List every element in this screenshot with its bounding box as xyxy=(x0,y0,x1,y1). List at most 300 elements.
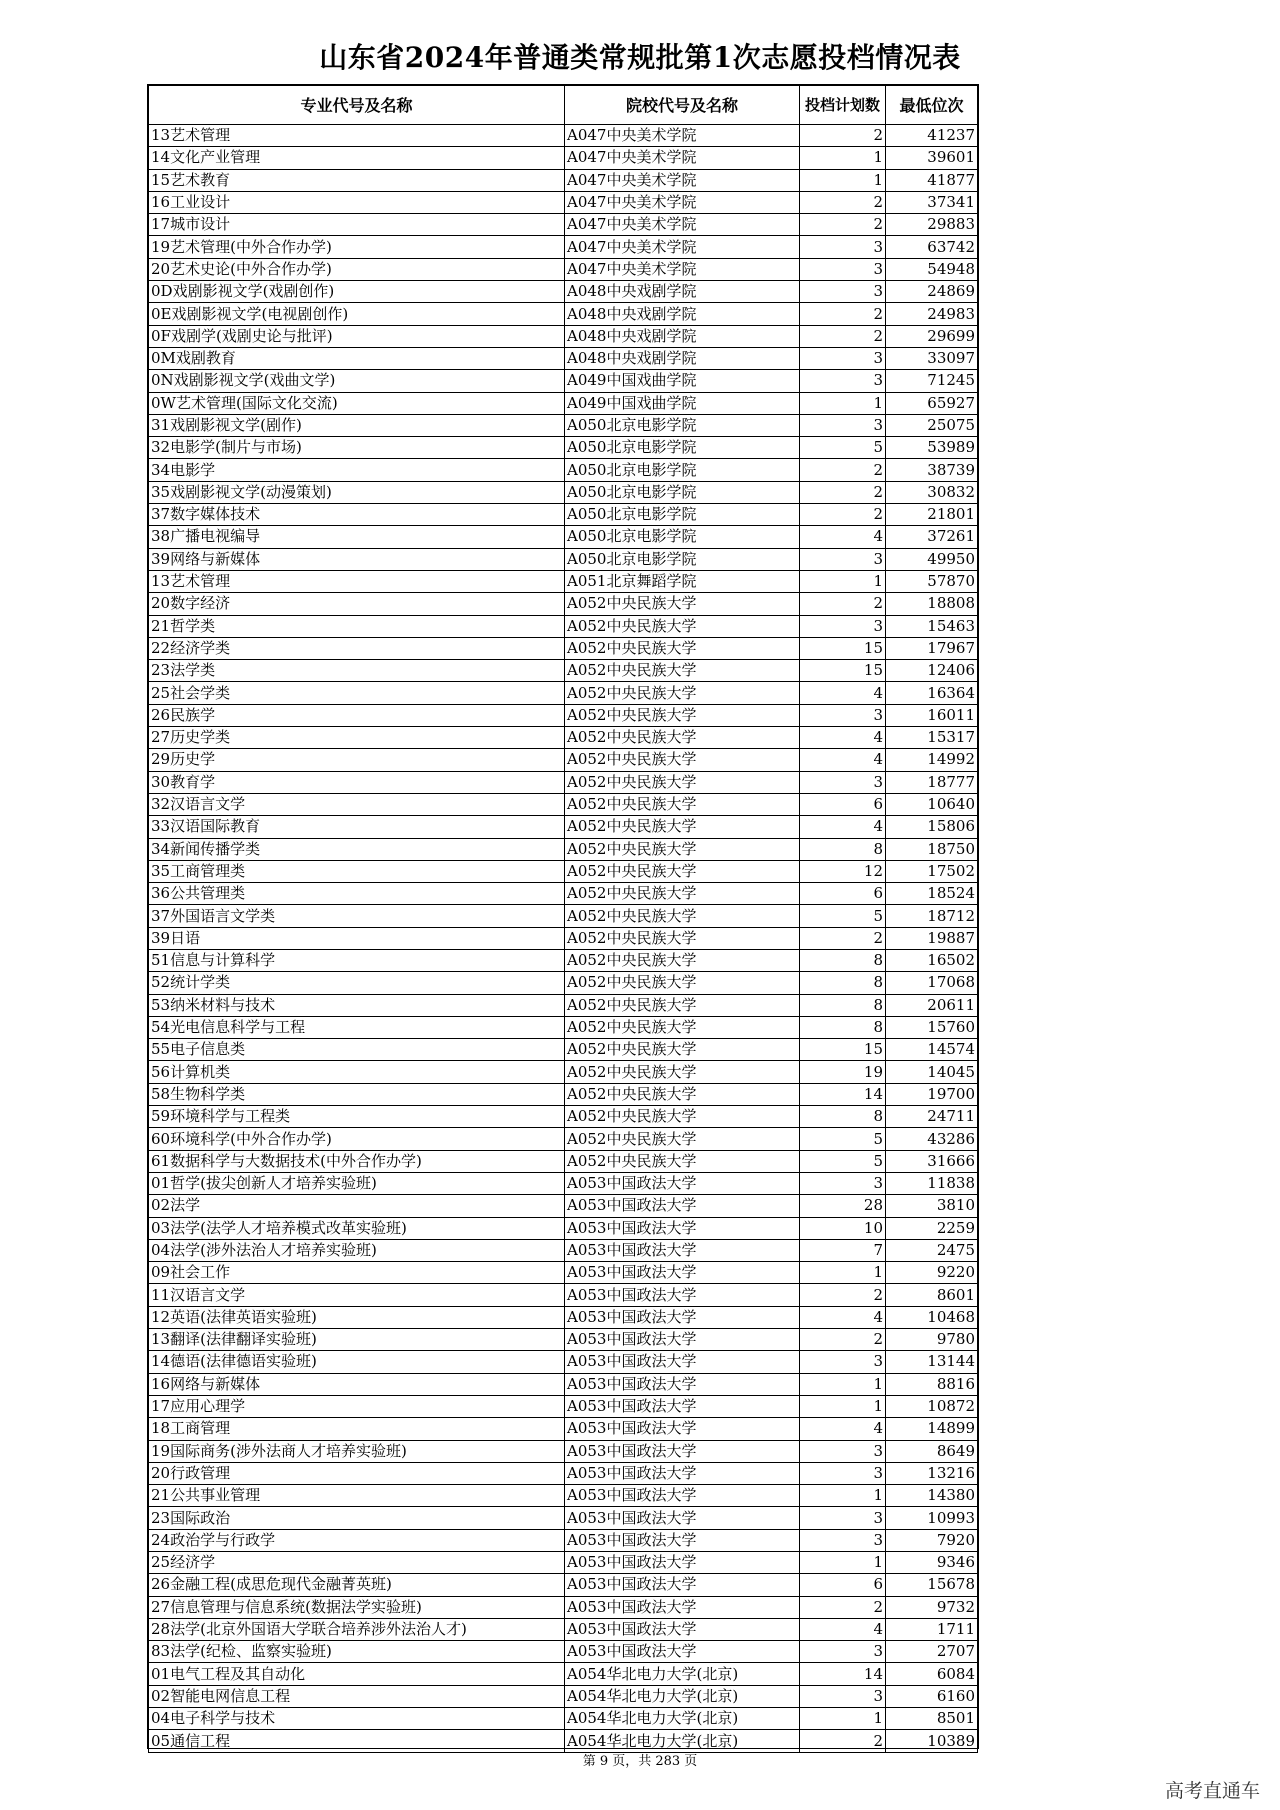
school-cell: A048中央戏剧学院 xyxy=(565,347,800,369)
school-cell: A051北京舞蹈学院 xyxy=(565,570,800,592)
major-cell: 15艺术教育 xyxy=(149,169,565,191)
plan-cell: 3 xyxy=(800,1529,886,1551)
major-cell: 33汉语国际教育 xyxy=(149,816,565,838)
rank-cell: 14574 xyxy=(886,1039,978,1061)
header-major: 专业代号及名称 xyxy=(149,86,565,125)
table-row xyxy=(149,593,978,615)
plan-cell: 1 xyxy=(800,1485,886,1507)
school-cell: A050北京电影学院 xyxy=(565,481,800,503)
major-cell: 39网络与新媒体 xyxy=(149,548,565,570)
rank-cell: 17502 xyxy=(886,860,978,882)
plan-cell: 6 xyxy=(800,1574,886,1596)
rank-cell: 17068 xyxy=(886,972,978,994)
major-cell: 22经济学类 xyxy=(149,637,565,659)
major-cell: 12英语(法律英语实验班) xyxy=(149,1306,565,1328)
major-cell: 35工商管理类 xyxy=(149,860,565,882)
table-row xyxy=(149,771,978,793)
plan-cell: 2 xyxy=(800,191,886,213)
school-cell: A048中央戏剧学院 xyxy=(565,325,800,347)
rank-cell: 49950 xyxy=(886,548,978,570)
major-cell: 31戏剧影视文学(剧作) xyxy=(149,414,565,436)
major-cell: 03法学(法学人才培养模式改革实验班) xyxy=(149,1217,565,1239)
rank-cell: 37261 xyxy=(886,526,978,548)
plan-cell: 8 xyxy=(800,1016,886,1038)
plan-cell: 2 xyxy=(800,481,886,503)
major-cell: 21公共事业管理 xyxy=(149,1485,565,1507)
rank-cell: 2707 xyxy=(886,1641,978,1663)
school-cell: A052中央民族大学 xyxy=(565,1061,800,1083)
plan-cell: 12 xyxy=(800,860,886,882)
school-cell: A052中央民族大学 xyxy=(565,838,800,860)
plan-cell: 3 xyxy=(800,414,886,436)
plan-cell: 1 xyxy=(800,570,886,592)
table-row xyxy=(149,949,978,971)
plan-cell: 4 xyxy=(800,727,886,749)
table-row xyxy=(149,1485,978,1507)
table-row xyxy=(149,459,978,481)
table-row xyxy=(149,637,978,659)
rank-cell: 29883 xyxy=(886,214,978,236)
major-cell: 04电子科学与技术 xyxy=(149,1708,565,1730)
major-cell: 34新闻传播学类 xyxy=(149,838,565,860)
header-rank: 最低位次 xyxy=(886,86,978,125)
school-cell: A053中国政法大学 xyxy=(565,1395,800,1417)
plan-cell: 1 xyxy=(800,169,886,191)
page-title: 山东省2024年普通类常规批第1次志愿投档情况表 xyxy=(319,41,961,74)
school-cell: A053中国政法大学 xyxy=(565,1329,800,1351)
table-row xyxy=(149,392,978,414)
rank-cell: 9220 xyxy=(886,1262,978,1284)
table-row xyxy=(149,504,978,526)
school-cell: A053中国政法大学 xyxy=(565,1418,800,1440)
major-cell: 53纳米材料与技术 xyxy=(149,994,565,1016)
school-cell: A047中央美术学院 xyxy=(565,147,800,169)
rank-cell: 15806 xyxy=(886,816,978,838)
table-row xyxy=(149,526,978,548)
plan-cell: 3 xyxy=(800,370,886,392)
plan-cell: 2 xyxy=(800,1730,886,1752)
major-cell: 38广播电视编导 xyxy=(149,526,565,548)
rank-cell: 16011 xyxy=(886,704,978,726)
major-cell: 01哲学(拔尖创新人才培养实验班) xyxy=(149,1172,565,1194)
table-row xyxy=(149,147,978,169)
rank-cell: 9346 xyxy=(886,1552,978,1574)
school-cell: A052中央民族大学 xyxy=(565,949,800,971)
plan-cell: 2 xyxy=(800,125,886,147)
school-cell: A048中央戏剧学院 xyxy=(565,303,800,325)
school-cell: A049中国戏曲学院 xyxy=(565,392,800,414)
plan-cell: 1 xyxy=(800,1552,886,1574)
table-row xyxy=(149,905,978,927)
major-cell: 21哲学类 xyxy=(149,615,565,637)
school-cell: A053中国政法大学 xyxy=(565,1641,800,1663)
major-cell: 0D戏剧影视文学(戏剧创作) xyxy=(149,281,565,303)
table-row xyxy=(149,169,978,191)
school-cell: A053中国政法大学 xyxy=(565,1262,800,1284)
table-row xyxy=(149,704,978,726)
table-row xyxy=(149,370,978,392)
rank-cell: 37341 xyxy=(886,191,978,213)
school-cell: A053中国政法大学 xyxy=(565,1306,800,1328)
rank-cell: 20611 xyxy=(886,994,978,1016)
rank-cell: 57870 xyxy=(886,570,978,592)
school-cell: A052中央民族大学 xyxy=(565,883,800,905)
plan-cell: 8 xyxy=(800,972,886,994)
major-cell: 20艺术史论(中外合作办学) xyxy=(149,258,565,280)
major-cell: 02法学 xyxy=(149,1195,565,1217)
page-footer: 第 9 页，共 283 页 xyxy=(582,1754,698,1769)
school-cell: A052中央民族大学 xyxy=(565,1083,800,1105)
major-cell: 54光电信息科学与工程 xyxy=(149,1016,565,1038)
major-cell: 51信息与计算科学 xyxy=(149,949,565,971)
school-cell: A050北京电影学院 xyxy=(565,504,800,526)
rank-cell: 18750 xyxy=(886,838,978,860)
admission-table xyxy=(148,85,978,1753)
table-row xyxy=(149,1685,978,1707)
major-cell: 0M戏剧教育 xyxy=(149,347,565,369)
table-row xyxy=(149,548,978,570)
major-cell: 60环境科学(中外合作办学) xyxy=(149,1128,565,1150)
table-header-row xyxy=(149,86,978,125)
rank-cell: 30832 xyxy=(886,481,978,503)
major-cell: 36公共管理类 xyxy=(149,883,565,905)
plan-cell: 2 xyxy=(800,214,886,236)
school-cell: A053中国政法大学 xyxy=(565,1507,800,1529)
major-cell: 25社会学类 xyxy=(149,682,565,704)
table-row xyxy=(149,883,978,905)
plan-cell: 3 xyxy=(800,771,886,793)
major-cell: 25经济学 xyxy=(149,1552,565,1574)
table-row xyxy=(149,1172,978,1194)
school-cell: A052中央民族大学 xyxy=(565,793,800,815)
plan-cell: 4 xyxy=(800,1618,886,1640)
plan-cell: 4 xyxy=(800,1306,886,1328)
major-cell: 17应用心理学 xyxy=(149,1395,565,1417)
major-cell: 0N戏剧影视文学(戏曲文学) xyxy=(149,370,565,392)
school-cell: A053中国政法大学 xyxy=(565,1462,800,1484)
major-cell: 20行政管理 xyxy=(149,1462,565,1484)
table-row xyxy=(149,1306,978,1328)
school-cell: A054华北电力大学(北京) xyxy=(565,1685,800,1707)
major-cell: 13艺术管理 xyxy=(149,570,565,592)
plan-cell: 3 xyxy=(800,1440,886,1462)
school-cell: A052中央民族大学 xyxy=(565,1039,800,1061)
school-cell: A053中国政法大学 xyxy=(565,1217,800,1239)
rank-cell: 9732 xyxy=(886,1596,978,1618)
table-row xyxy=(149,1395,978,1417)
table-row xyxy=(149,1507,978,1529)
rank-cell: 10872 xyxy=(886,1395,978,1417)
plan-cell: 5 xyxy=(800,1128,886,1150)
major-cell: 28法学(北京外国语大学联合培养涉外法治人才) xyxy=(149,1618,565,1640)
school-cell: A047中央美术学院 xyxy=(565,214,800,236)
major-cell: 29历史学 xyxy=(149,749,565,771)
school-cell: A054华北电力大学(北京) xyxy=(565,1730,800,1752)
table-row xyxy=(149,1574,978,1596)
school-cell: A047中央美术学院 xyxy=(565,236,800,258)
table-row xyxy=(149,1284,978,1306)
school-cell: A052中央民族大学 xyxy=(565,593,800,615)
school-cell: A052中央民族大学 xyxy=(565,927,800,949)
table-row xyxy=(149,1529,978,1551)
major-cell: 0F戏剧学(戏剧史论与批评) xyxy=(149,325,565,347)
school-cell: A052中央民族大学 xyxy=(565,1106,800,1128)
major-cell: 19国际商务(涉外法商人才培养实验班) xyxy=(149,1440,565,1462)
table-row xyxy=(149,816,978,838)
table-row xyxy=(149,1730,978,1752)
table-row xyxy=(149,414,978,436)
rank-cell: 10468 xyxy=(886,1306,978,1328)
major-cell: 30教育学 xyxy=(149,771,565,793)
plan-cell: 3 xyxy=(800,347,886,369)
school-cell: A053中国政法大学 xyxy=(565,1239,800,1261)
plan-cell: 1 xyxy=(800,1395,886,1417)
table-row xyxy=(149,1663,978,1685)
school-cell: A053中国政法大学 xyxy=(565,1529,800,1551)
plan-cell: 2 xyxy=(800,1596,886,1618)
rank-cell: 12406 xyxy=(886,660,978,682)
table-row xyxy=(149,281,978,303)
school-cell: A052中央民族大学 xyxy=(565,660,800,682)
school-cell: A053中国政法大学 xyxy=(565,1552,800,1574)
table-row xyxy=(149,1618,978,1640)
table-row xyxy=(149,236,978,258)
major-cell: 37外国语言文学类 xyxy=(149,905,565,927)
school-cell: A053中国政法大学 xyxy=(565,1351,800,1373)
table-row xyxy=(149,994,978,1016)
plan-cell: 2 xyxy=(800,303,886,325)
rank-cell: 71245 xyxy=(886,370,978,392)
plan-cell: 3 xyxy=(800,1351,886,1373)
table-row xyxy=(149,1128,978,1150)
school-cell: A052中央民族大学 xyxy=(565,727,800,749)
school-cell: A053中国政法大学 xyxy=(565,1172,800,1194)
school-cell: A052中央民族大学 xyxy=(565,771,800,793)
plan-cell: 3 xyxy=(800,1641,886,1663)
table-row xyxy=(149,1373,978,1395)
plan-cell: 3 xyxy=(800,548,886,570)
plan-cell: 2 xyxy=(800,927,886,949)
rank-cell: 14045 xyxy=(886,1061,978,1083)
major-cell: 05通信工程 xyxy=(149,1730,565,1752)
school-cell: A053中国政法大学 xyxy=(565,1618,800,1640)
plan-cell: 2 xyxy=(800,593,886,615)
rank-cell: 8649 xyxy=(886,1440,978,1462)
plan-cell: 2 xyxy=(800,504,886,526)
table-row xyxy=(149,1418,978,1440)
plan-cell: 1 xyxy=(800,1373,886,1395)
school-cell: A053中国政法大学 xyxy=(565,1596,800,1618)
plan-cell: 3 xyxy=(800,1462,886,1484)
rank-cell: 15678 xyxy=(886,1574,978,1596)
header-plan: 投档计划数 xyxy=(800,86,886,125)
table-row xyxy=(149,1462,978,1484)
plan-cell: 2 xyxy=(800,1329,886,1351)
major-cell: 18工商管理 xyxy=(149,1418,565,1440)
rank-cell: 18777 xyxy=(886,771,978,793)
plan-cell: 2 xyxy=(800,459,886,481)
rank-cell: 38739 xyxy=(886,459,978,481)
rank-cell: 17967 xyxy=(886,637,978,659)
plan-cell: 2 xyxy=(800,325,886,347)
table-row xyxy=(149,570,978,592)
major-cell: 17城市设计 xyxy=(149,214,565,236)
major-cell: 37数字媒体技术 xyxy=(149,504,565,526)
rank-cell: 15463 xyxy=(886,615,978,637)
rank-cell: 14992 xyxy=(886,749,978,771)
rank-cell: 16364 xyxy=(886,682,978,704)
plan-cell: 8 xyxy=(800,838,886,860)
plan-cell: 3 xyxy=(800,236,886,258)
rank-cell: 24869 xyxy=(886,281,978,303)
major-cell: 59环境科学与工程类 xyxy=(149,1106,565,1128)
rank-cell: 18712 xyxy=(886,905,978,927)
rank-cell: 24983 xyxy=(886,303,978,325)
rank-cell: 6084 xyxy=(886,1663,978,1685)
rank-cell: 18524 xyxy=(886,883,978,905)
rank-cell: 41877 xyxy=(886,169,978,191)
plan-cell: 10 xyxy=(800,1217,886,1239)
plan-cell: 5 xyxy=(800,1150,886,1172)
table-row xyxy=(149,1596,978,1618)
table-row xyxy=(149,1083,978,1105)
school-cell: A052中央民族大学 xyxy=(565,994,800,1016)
rank-cell: 8601 xyxy=(886,1284,978,1306)
rank-cell: 1711 xyxy=(886,1618,978,1640)
table-row xyxy=(149,258,978,280)
plan-cell: 1 xyxy=(800,1708,886,1730)
rank-cell: 18808 xyxy=(886,593,978,615)
rank-cell: 2259 xyxy=(886,1217,978,1239)
major-cell: 20数字经济 xyxy=(149,593,565,615)
table-row xyxy=(149,1061,978,1083)
rank-cell: 2475 xyxy=(886,1239,978,1261)
school-cell: A053中国政法大学 xyxy=(565,1373,800,1395)
rank-cell: 19887 xyxy=(886,927,978,949)
school-cell: A053中国政法大学 xyxy=(565,1574,800,1596)
plan-cell: 1 xyxy=(800,147,886,169)
plan-cell: 5 xyxy=(800,437,886,459)
rank-cell: 33097 xyxy=(886,347,978,369)
table-row xyxy=(149,615,978,637)
plan-cell: 8 xyxy=(800,949,886,971)
major-cell: 16网络与新媒体 xyxy=(149,1373,565,1395)
plan-cell: 4 xyxy=(800,682,886,704)
table-row xyxy=(149,303,978,325)
plan-cell: 4 xyxy=(800,1418,886,1440)
rank-cell: 8816 xyxy=(886,1373,978,1395)
rank-cell: 11838 xyxy=(886,1172,978,1194)
plan-cell: 8 xyxy=(800,994,886,1016)
plan-cell: 3 xyxy=(800,1172,886,1194)
major-cell: 39日语 xyxy=(149,927,565,949)
school-cell: A052中央民族大学 xyxy=(565,1150,800,1172)
plan-cell: 4 xyxy=(800,526,886,548)
plan-cell: 28 xyxy=(800,1195,886,1217)
table-row xyxy=(149,682,978,704)
major-cell: 01电气工程及其自动化 xyxy=(149,1663,565,1685)
table-row xyxy=(149,1329,978,1351)
rank-cell: 3810 xyxy=(886,1195,978,1217)
school-cell: A053中国政法大学 xyxy=(565,1195,800,1217)
rank-cell: 13144 xyxy=(886,1351,978,1373)
plan-cell: 6 xyxy=(800,883,886,905)
school-cell: A053中国政法大学 xyxy=(565,1440,800,1462)
rank-cell: 10389 xyxy=(886,1730,978,1752)
school-cell: A053中国政法大学 xyxy=(565,1485,800,1507)
table-row xyxy=(149,793,978,815)
plan-cell: 2 xyxy=(800,1284,886,1306)
major-cell: 14文化产业管理 xyxy=(149,147,565,169)
major-cell: 0W艺术管理(国际文化交流) xyxy=(149,392,565,414)
major-cell: 83法学(纪检、监察实验班) xyxy=(149,1641,565,1663)
table-body xyxy=(149,125,978,1753)
school-cell: A052中央民族大学 xyxy=(565,1128,800,1150)
rank-cell: 10993 xyxy=(886,1507,978,1529)
rank-cell: 39601 xyxy=(886,147,978,169)
rank-cell: 8501 xyxy=(886,1708,978,1730)
rank-cell: 53989 xyxy=(886,437,978,459)
rank-cell: 25075 xyxy=(886,414,978,436)
rank-cell: 10640 xyxy=(886,793,978,815)
school-cell: A050北京电影学院 xyxy=(565,548,800,570)
school-cell: A052中央民族大学 xyxy=(565,704,800,726)
table-row xyxy=(149,1106,978,1128)
major-cell: 27历史学类 xyxy=(149,727,565,749)
major-cell: 23国际政治 xyxy=(149,1507,565,1529)
major-cell: 13翻译(法律翻译实验班) xyxy=(149,1329,565,1351)
table-row xyxy=(149,749,978,771)
table-row xyxy=(149,1351,978,1373)
plan-cell: 3 xyxy=(800,1507,886,1529)
school-cell: A054华北电力大学(北京) xyxy=(565,1663,800,1685)
table-row xyxy=(149,437,978,459)
table-row xyxy=(149,1262,978,1284)
school-cell: A052中央民族大学 xyxy=(565,905,800,927)
major-cell: 19艺术管理(中外合作办学) xyxy=(149,236,565,258)
school-cell: A054华北电力大学(北京) xyxy=(565,1708,800,1730)
major-cell: 0E戏剧影视文学(电视剧创作) xyxy=(149,303,565,325)
table-row xyxy=(149,325,978,347)
table-row xyxy=(149,927,978,949)
table-row xyxy=(149,660,978,682)
major-cell: 04法学(涉外法治人才培养实验班) xyxy=(149,1239,565,1261)
table-row xyxy=(149,1641,978,1663)
major-cell: 02智能电网信息工程 xyxy=(149,1685,565,1707)
school-cell: A047中央美术学院 xyxy=(565,169,800,191)
major-cell: 27信息管理与信息系统(数据法学实验班) xyxy=(149,1596,565,1618)
school-cell: A050北京电影学院 xyxy=(565,414,800,436)
major-cell: 14德语(法律德语实验班) xyxy=(149,1351,565,1373)
rank-cell: 19700 xyxy=(886,1083,978,1105)
school-cell: A052中央民族大学 xyxy=(565,860,800,882)
plan-cell: 15 xyxy=(800,660,886,682)
rank-cell: 24711 xyxy=(886,1106,978,1128)
school-cell: A052中央民族大学 xyxy=(565,682,800,704)
school-cell: A052中央民族大学 xyxy=(565,1016,800,1038)
plan-cell: 15 xyxy=(800,637,886,659)
rank-cell: 15760 xyxy=(886,1016,978,1038)
table-row xyxy=(149,347,978,369)
plan-cell: 3 xyxy=(800,704,886,726)
major-cell: 16工业设计 xyxy=(149,191,565,213)
major-cell: 26金融工程(成思危现代金融菁英班) xyxy=(149,1574,565,1596)
table-row xyxy=(149,1440,978,1462)
rank-cell: 41237 xyxy=(886,125,978,147)
rank-cell: 14899 xyxy=(886,1418,978,1440)
rank-cell: 63742 xyxy=(886,236,978,258)
rank-cell: 13216 xyxy=(886,1462,978,1484)
